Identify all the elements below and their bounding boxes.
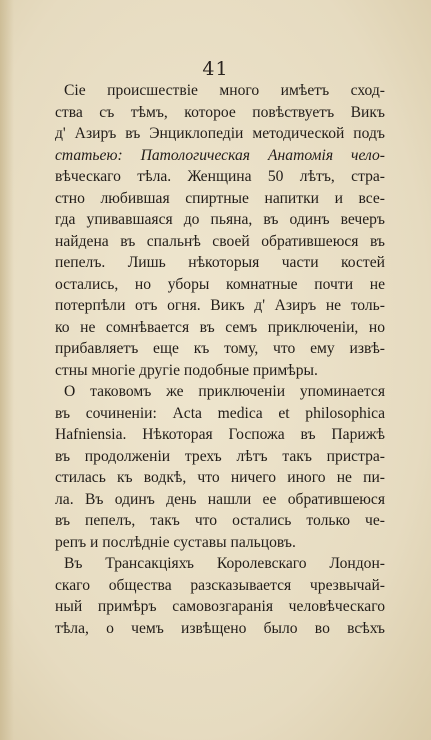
- text-line: ко не сомнѣвается въ семъ приключеніи, но: [55, 318, 385, 336]
- text-line: вѣческаго тѣла. Женщина 50 лѣтъ, стра-: [55, 168, 385, 185]
- text-line: ства съ тѣмъ, которое повѣствуетъ Викъ: [55, 103, 385, 121]
- text-line: скаго общества разсказывается чрезвычай-: [55, 576, 385, 594]
- text-line: въ продолженіи трехъ лѣтъ такъ пристра-: [55, 447, 385, 465]
- body-text: [55, 80, 385, 639]
- text-line: статьею: Патологическая Анатомія чело-: [55, 146, 385, 164]
- text-line: пепелъ. Лишь нѣкоторыя части костей: [55, 254, 385, 271]
- text-line: потерпѣли отъ огня. Викъ д' Азиръ не толь-: [55, 297, 385, 314]
- text-line: стно любившая спиртные напитки и все-: [55, 189, 385, 207]
- text-line: О таковомъ же приключеніи упоминается: [64, 383, 385, 400]
- text-line: прибавляетъ еще къ тому, что ему извѣ-: [55, 340, 385, 357]
- text-line: остались, но уборы комнатные почти не: [55, 275, 385, 293]
- text-line: въ сочиненіи: Acta medica et philosophica: [55, 404, 385, 422]
- text-line: стны многіе другіе подобные примѣры.: [55, 361, 318, 379]
- text-line: Hafniensia. Нѣкоторая Госпожа въ Парижѣ: [55, 426, 385, 443]
- text-line: въ пепелъ, такъ что остались только че-: [55, 512, 385, 529]
- page-number: 41: [202, 58, 229, 80]
- text-line: тѣла, о чемъ извѣщено было во всѣхъ: [55, 619, 385, 637]
- page-edge-shadow: [0, 0, 14, 740]
- text-line: ла. Въ одинъ день нашли ее обратившеюся: [55, 490, 385, 508]
- text-line: репъ и послѣдніе суставы пальцовъ.: [55, 533, 296, 551]
- text-line: Сіе происшествіе много имѣетъ сход-: [64, 82, 385, 99]
- text-line: ный примѣръ самовозгаранія человѣческаго: [55, 598, 385, 615]
- text-line: гда упивавшаяся до пьяна, въ одинъ вечеръ: [55, 211, 385, 228]
- text-line: д' Азиръ въ Энциклопедіи методической подъ: [55, 125, 385, 142]
- text-line: стилась къ водкѣ, что ничего иного не пи-: [55, 469, 385, 486]
- text-line: найдена въ спальнѣ своей обратившеюся въ: [55, 232, 385, 250]
- text-line: Въ Трансакціяхъ Королевскаго Лондон-: [64, 555, 385, 572]
